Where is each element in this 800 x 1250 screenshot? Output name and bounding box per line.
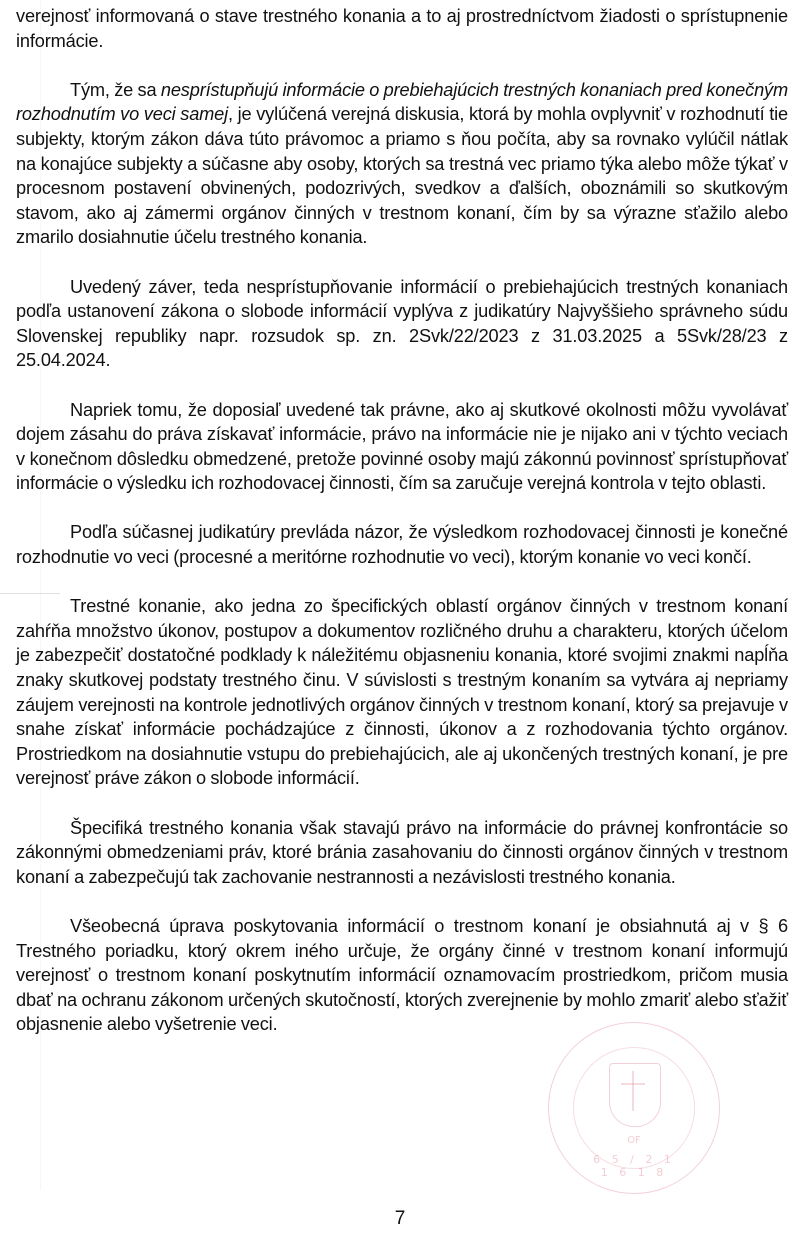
coat-of-arms-shield-icon: [609, 1063, 661, 1127]
paragraph-6: [16, 594, 788, 791]
paragraph-1: [16, 4, 788, 53]
double-cross-bar: [621, 1083, 645, 1085]
paragraph-4: [16, 398, 788, 496]
paragraph-7: [16, 816, 788, 890]
paragraph-text: Napriek tomu, že doposiaľ uvedené tak právne, ako aj skutkové okolnosti môžu vyvolávať dojem zásahu do práva získavať informácie, právo na informácie nie je nijako ani v týchto veciach v konečnom dôsledku obmedzené, pretože povinné osoby majú zákonnú povinnosť sprístupňovať informácie o výsledku ich rozhodovacej činnosti, čím sa zaručuje verejná kontrola v tejto oblasti.: [16, 399, 788, 494]
double-cross-icon: [632, 1071, 634, 1111]
paragraph-text: Trestné konanie, ako jedna zo špecifických oblastí orgánov činných v trestnom konaní zahŕňa množstvo úkonov, postupov a dokumentov rozličného druhu a charakteru, ktorých účelom je zabezpečiť dostatočné podklady k náležitému objasneniu konania, ktoré svojimi znakmi napĺňa znaky skutkovej podstaty trestného činu. V súvislosti s trestným konaním sa vytvára aj nepriamy záujem verejnosti na kontrole jednotlivých orgánov činných v trestnom konaní, ktorý sa prejavuje v snahe získať informácie pochádzajúce z činnosti, úkonov a z rozhodovania týchto orgánov. Prostriedkom na dosiahnutie vstupu do prebiehajúcich, ale aj ukončených trestných konaní, je pre verejnosť práve zákon o slobode informácií.: [16, 596, 788, 789]
seal-inner-text: OF: [627, 1135, 641, 1146]
paragraph-text: Špecifiká trestného konania však stavajú právo na informácie do právnej konfrontácie so zákonnými obmedzeniami práv, ktoré bránia zasahovaniu do činnosti orgánov činných v trestnom konaní a zabezpečujú tak zachovanie nestrannosti a nezávislosti trestného konania.: [16, 817, 788, 887]
paragraph-text: , je vylúčená verejná diskusia, ktorá by mohla ovplyvniť v rozhodnutí tie subjekty, ktorým zákon dáva túto právomoc a priamo s ňou počíta, aby sa rovnako vylúčil nátlak na konajúce subjekty a súčasne aby osoby, ktorých sa trestná vec priamo týka alebo môže týkať v procesnom postavení obvinených, podozrivých, svedkov a ďalších, oboznámili so skutkovým stavom, ako aj zámermi orgánov činných v trestnom konaní, čím by sa výrazne sťažilo alebo zmarilo dosiahnutie účelu trestného konania.: [16, 104, 788, 248]
paragraph-text: Tým, že sa: [70, 79, 161, 100]
paragraph-text: verejnosť informovaná o stave trestného konania a to aj prostredníctvom žiadosti o sprístupnenie informácie.: [16, 6, 788, 51]
paragraph-5: [16, 520, 788, 569]
document-page: [16, 4, 788, 1062]
paragraph-text: Všeobecná úprava poskytovania informácií o trestnom konaní je obsiahnutá aj v § 6 Trestného poriadku, ktorý okrem iného určuje, že orgány činné v trestnom konaní informujú verejnosť o trestnom konaní poskytnutím informácií oznamovacím prostriedkom, pričom musia dbať na ochranu zákonom určených skutočností, ktorých zverejnenie by mohlo zmariť alebo sťažiť objasnenie alebo vyšetrenie veci.: [16, 915, 788, 1035]
paragraph-text: Uvedený záver, teda nesprístupňovanie informácií o prebiehajúcich trestných konaniach podľa ustanovení zákona o slobode informácií vyplýva z judikatúry Najvyššieho správneho súdu Slovenskej republiky napr. rozsudok sp. zn. 2Svk/22/2023 z 31.03.2025 a 5Svk/28/23 z 25.04.2024.: [16, 276, 788, 371]
paragraph-8: [16, 914, 788, 1037]
seal-ring-text: 6 5 / 2 1 1 6 1 8: [593, 1153, 675, 1179]
seal-inner-ring: [573, 1047, 695, 1169]
paragraph-2: [16, 78, 788, 250]
paragraph-3: [16, 275, 788, 373]
page-number: 7: [394, 1208, 406, 1229]
paragraph-text: Podľa súčasnej judikatúry prevláda názor, že výsledkom rozhodovacej činnosti je konečné rozhodnutie vo veci (procesné a meritórne rozhodnutie vo veci), ktorým konanie vo veci končí.: [16, 522, 788, 568]
italic-emphasis-text: nesprístupňujú informácie o prebiehajúcich trestných konaniach pred konečným rozhodnutím vo veci samej: [16, 79, 788, 125]
